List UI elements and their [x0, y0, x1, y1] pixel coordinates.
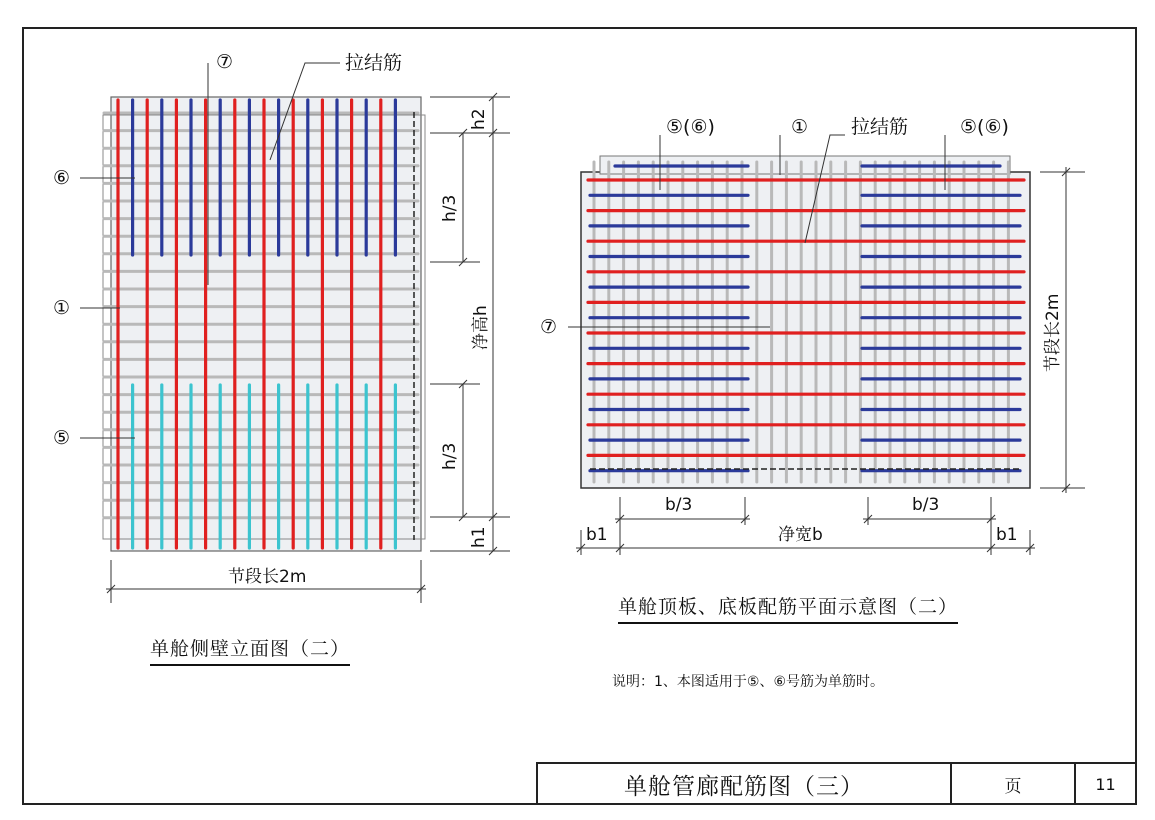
sidewall-dim-segment: 节段长2m: [228, 567, 307, 587]
sidewall-label-tie: 拉结筋: [345, 52, 403, 74]
slab-dim-b1-right: b1: [996, 525, 1018, 545]
sidewall-label-6: ⑥: [53, 167, 71, 189]
sidewall-elevation: [53, 51, 510, 603]
slab-dim-net-b: 净宽b: [778, 525, 823, 545]
sidewall-label-5: ⑤: [53, 427, 71, 449]
sidewall-dim-net-h: 净高h: [471, 305, 491, 350]
page-number: 11: [1095, 775, 1116, 794]
slab-dim-b3-left: b/3: [665, 495, 693, 515]
slab-label-56-left: ⑤(⑥): [666, 116, 715, 138]
slab-label-7: ⑦: [540, 316, 558, 338]
slab-caption: 单舱顶板、底板配筋平面示意图（二）: [618, 592, 958, 624]
sidewall-dim-h1: h1: [469, 526, 489, 548]
slab-label-1: ①: [791, 116, 809, 138]
title-block: [536, 762, 1137, 805]
sidewall-label-1: ①: [53, 297, 71, 319]
slab-dim-b1-left: b1: [586, 525, 608, 545]
slab-dim-segment: 节段长2m: [1043, 293, 1063, 372]
slab-label-tie: 拉结筋: [851, 116, 909, 138]
slab-plan: [540, 116, 1085, 555]
sidewall-dim-h3-bottom: h/3: [440, 442, 460, 470]
drawing-title: 单舱管廊配筋图（三）: [538, 764, 952, 805]
sidewall-dim-h3-top: h/3: [440, 194, 460, 222]
slab-label-56-right: ⑤(⑥): [960, 116, 1009, 138]
sidewall-caption: 单舱侧壁立面图（二）: [150, 634, 350, 666]
sidewall-dim-h2: h2: [469, 108, 489, 130]
note-text: 说明：1、本图适用于⑤、⑥号筋为单筋时。: [612, 674, 885, 690]
slab-dim-b3-right: b/3: [912, 495, 940, 515]
sidewall-label-7: ⑦: [216, 51, 234, 73]
page-label: 页: [952, 764, 1076, 805]
